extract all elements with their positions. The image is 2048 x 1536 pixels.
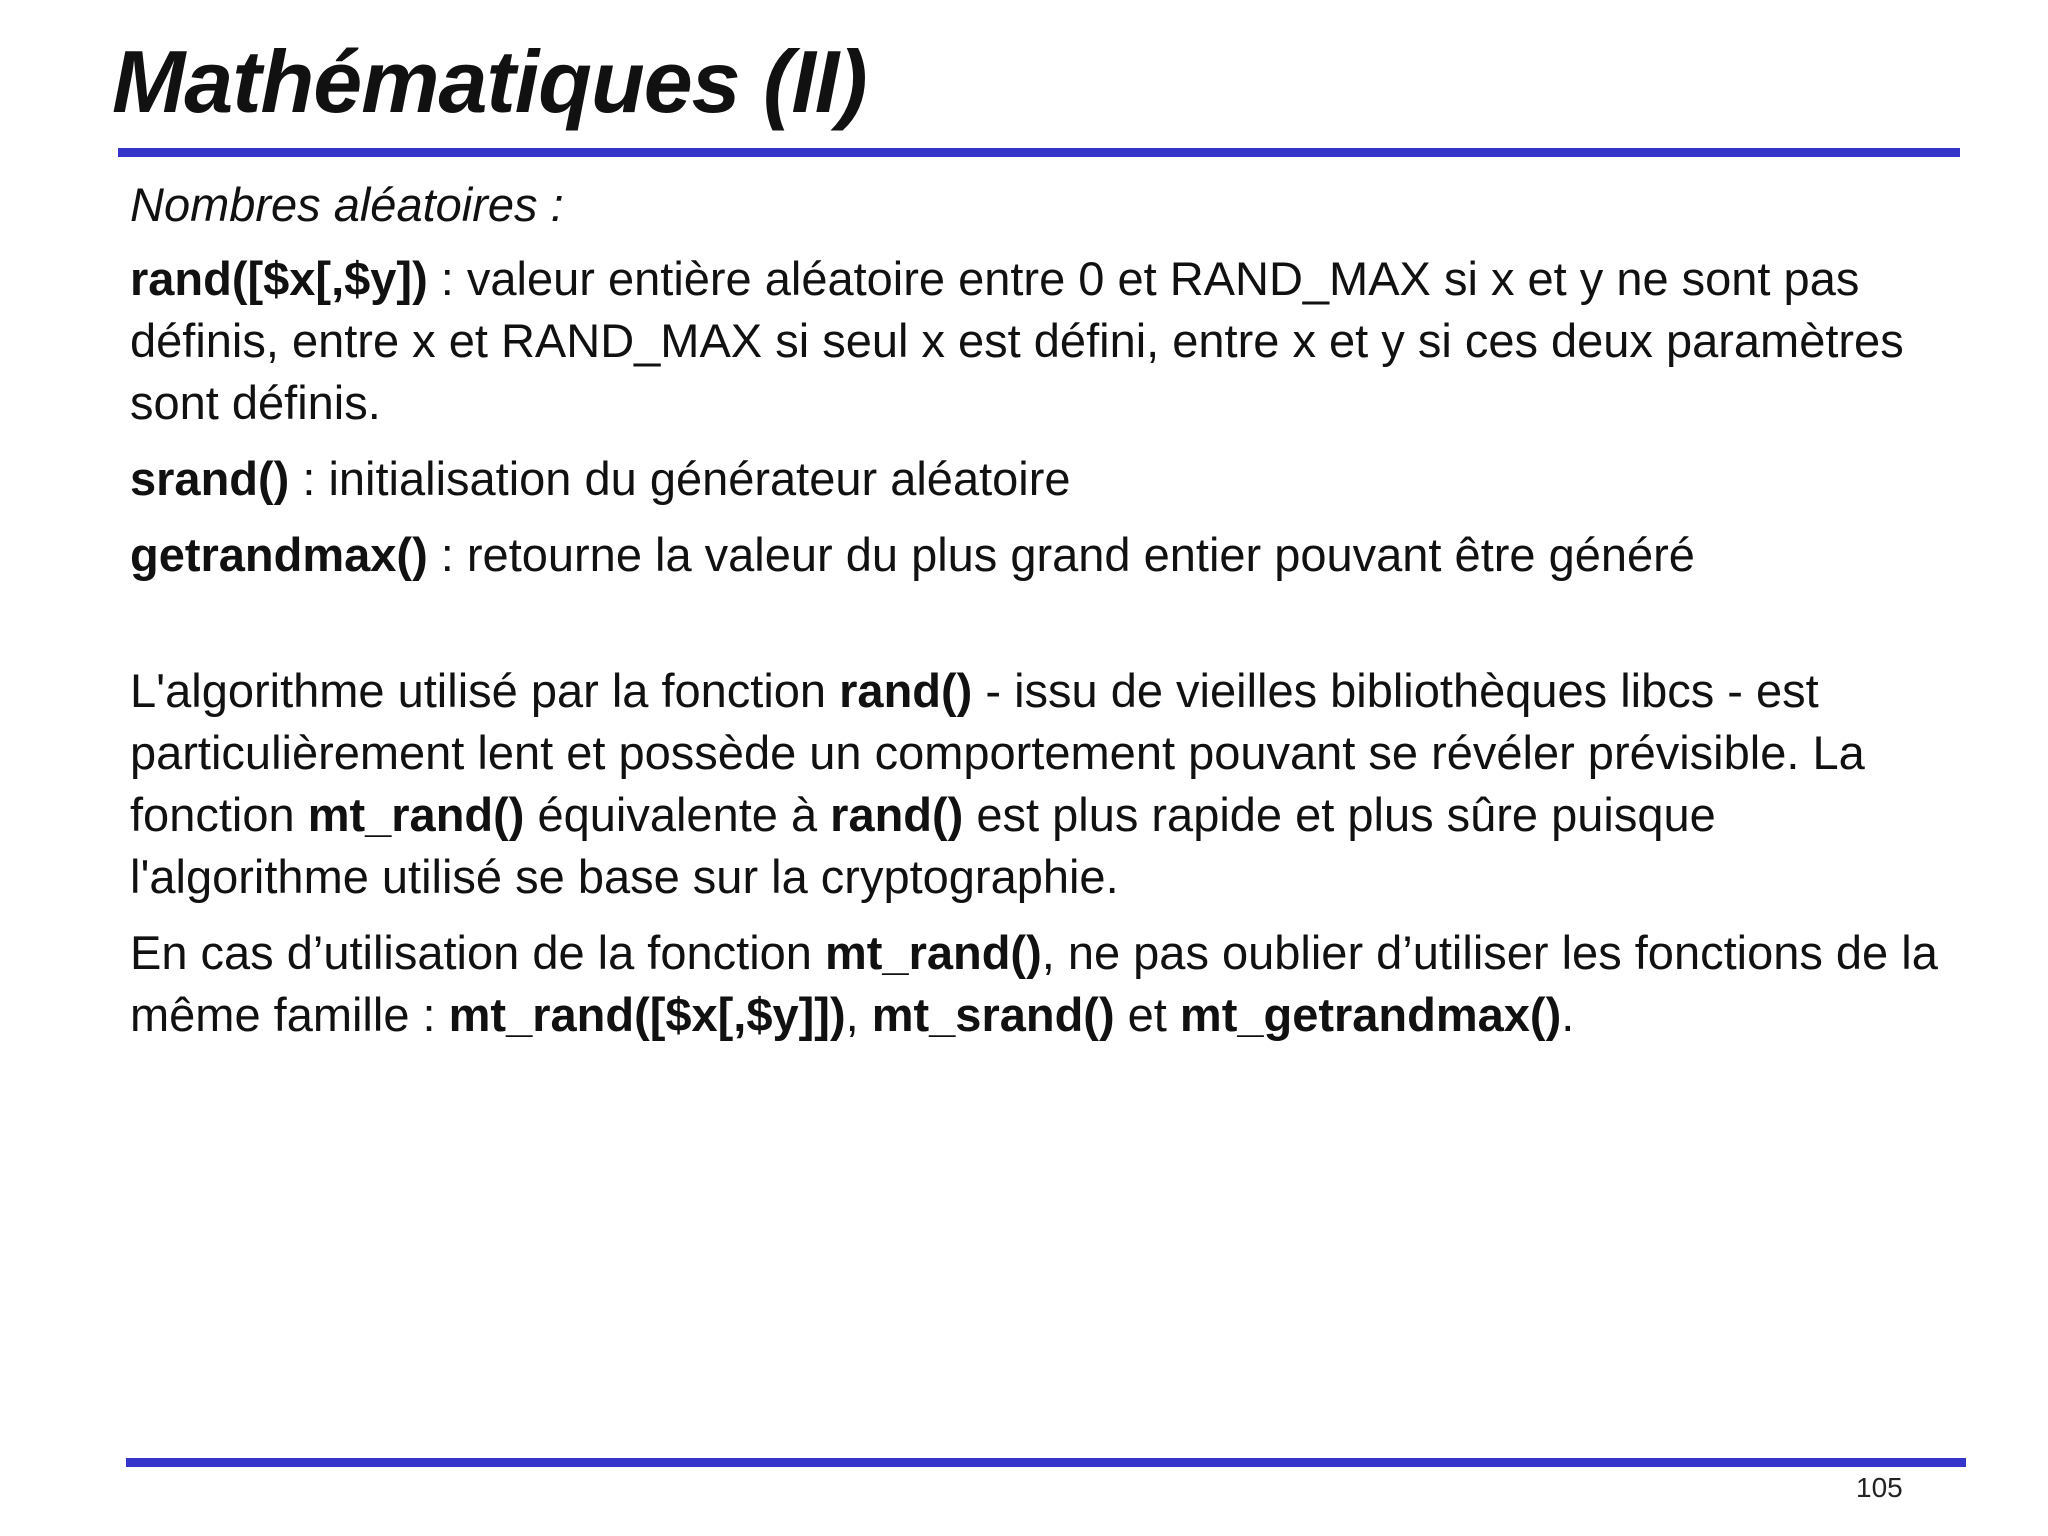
item-rand <box>130 248 1960 434</box>
paragraph-family <box>130 922 1960 1046</box>
slide-title: Mathématiques (II) <box>112 32 867 131</box>
item-getrandmax <box>130 524 1960 586</box>
item-getrandmax-code: getrandmax() <box>130 528 428 581</box>
item-rand-code: rand([$x[,$y]) <box>130 252 428 305</box>
item-srand-code: srand() <box>130 452 290 505</box>
slide-content <box>130 174 1960 1060</box>
item-rand-text: : valeur entière aléatoire entre 0 et RAND_MAX si x et y ne sont pas définis, entre x et RAND_MAX si seul x est défini, entre x et y si ces deux paramètres sont définis. <box>130 252 1904 429</box>
p2-code-mt-rand-args: mt_rand([$x[,$y]]) <box>448 988 846 1041</box>
p1-code-rand: rand() <box>839 664 973 717</box>
p1-text-3: équivalente à <box>524 788 831 841</box>
p1-text-4: est plus rapide et plus sûre puisque l'algorithme utilisé se base sur la cryptographie. <box>130 788 1716 903</box>
p2-text-3: , <box>845 988 872 1041</box>
item-srand <box>130 448 1960 510</box>
p2-text-5: . <box>1561 988 1575 1041</box>
p1-text-2: - issu de vieilles bibliothèques libcs - est particulièrement lent et possède un comportement pouvant se révéler prévisible. La fonction <box>130 664 1865 841</box>
footer-rule <box>126 1458 1966 1467</box>
p2-code-mt-srand: mt_srand() <box>871 988 1115 1041</box>
p2-text-4: et <box>1114 988 1180 1041</box>
p1-code-mt-rand: mt_rand() <box>307 788 525 841</box>
p2-code-mt-getrandmax: mt_getrandmax() <box>1179 988 1562 1041</box>
p2-text-2: , ne pas oublier d’utiliser les fonctions de la même famille : <box>130 926 1938 1041</box>
p2-text-1: En cas d’utilisation de la fonction <box>130 926 825 979</box>
p1-code-rand-2: rand() <box>830 788 964 841</box>
title-underline <box>118 148 1960 157</box>
section-subtitle: Nombres aléatoires : <box>130 178 564 231</box>
p1-text-1: L'algorithme utilisé par la fonction <box>130 664 840 717</box>
paragraph-algorithm <box>130 660 1960 908</box>
item-srand-text: : initialisation du générateur aléatoire <box>289 452 1071 505</box>
p2-code-mt-rand: mt_rand() <box>824 926 1042 979</box>
item-getrandmax-text: : retourne la valeur du plus grand entier pouvant être généré <box>427 528 1695 581</box>
page-number: 105 <box>1856 1472 1903 1503</box>
